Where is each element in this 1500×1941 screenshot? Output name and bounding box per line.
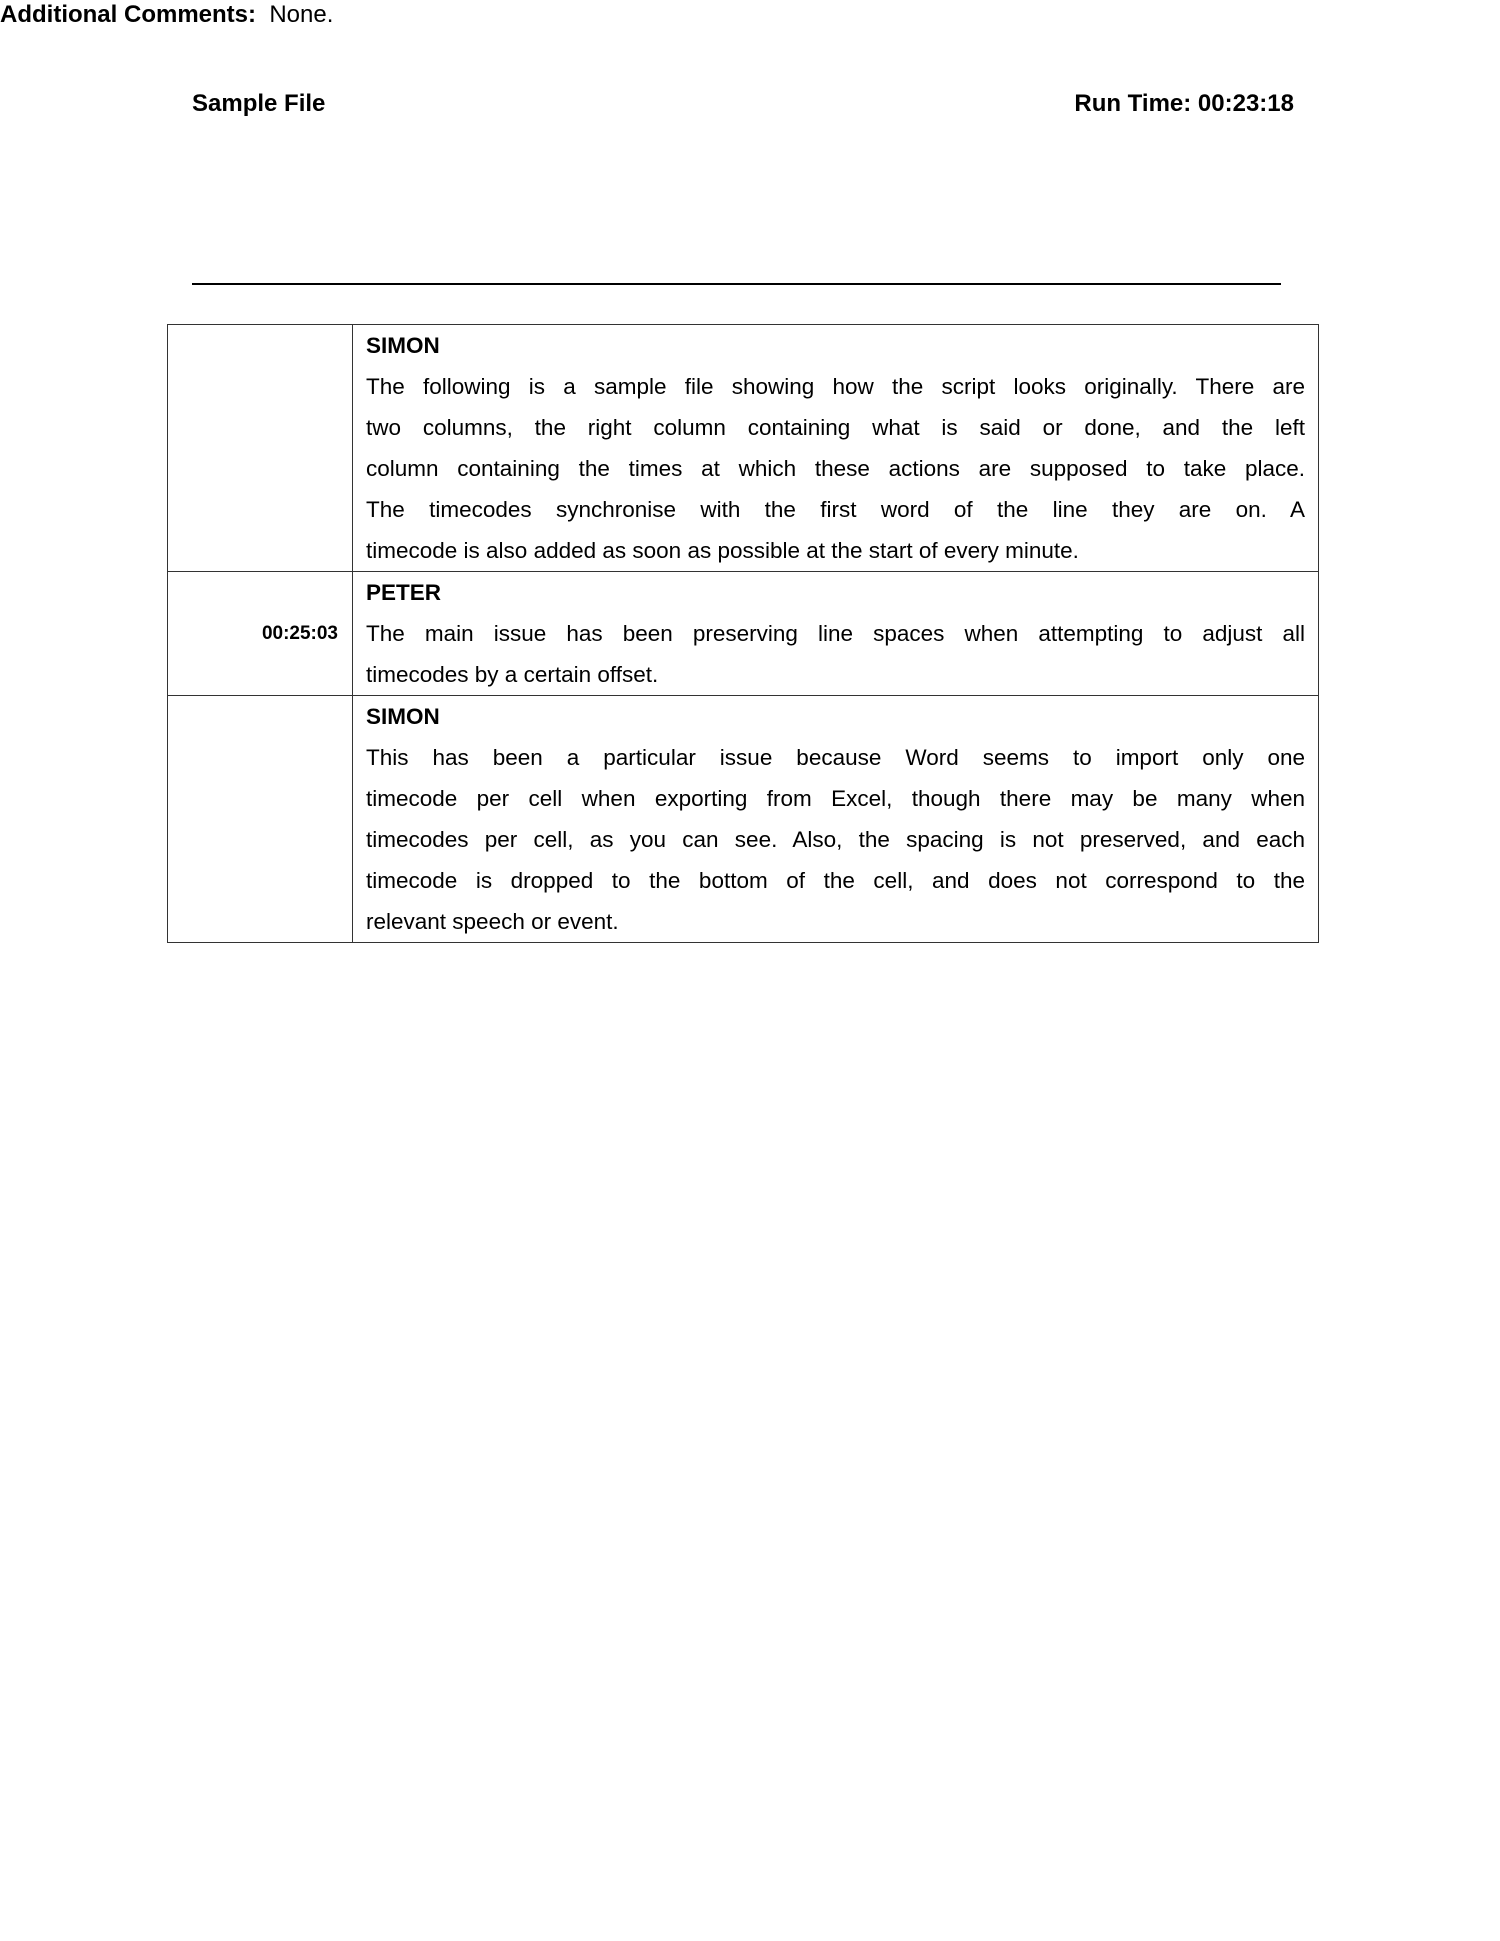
- script-table: [167, 324, 1319, 943]
- dialogue-line: two columns, the right column containing what is said or done, and the left: [366, 415, 1305, 440]
- dialogue-line: relevant speech or event.: [366, 909, 619, 934]
- dialogue-line: timecode is dropped to the bottom of the cell, and does not correspond to the: [366, 868, 1305, 893]
- dialogue-line: column containing the times at which these actions are supposed to take place.: [366, 456, 1305, 481]
- dialogue-cell: [353, 696, 1319, 943]
- document-title: Sample File: [192, 90, 326, 117]
- speaker-name: SIMON: [366, 704, 440, 729]
- additional-comments: [0, 0, 1500, 30]
- dialogue-line: timecodes per cell, as you can see. Also, the spacing is not preserved, and each: [366, 827, 1305, 852]
- dialogue-cell: [353, 572, 1319, 696]
- timecode-cell: [168, 572, 353, 696]
- dialogue-cell: [353, 325, 1319, 572]
- dialogue-line: The main issue has been preserving line spaces when attempting to adjust all: [366, 621, 1305, 646]
- comments-label: Additional Comments:: [0, 1, 256, 28]
- speaker-name: SIMON: [366, 333, 440, 358]
- dialogue-line: The timecodes synchronise with the first word of the line they are on. A: [366, 497, 1305, 522]
- table-row: [168, 572, 1319, 696]
- dialogue-line: This has been a particular issue because Word seems to import only one: [366, 745, 1305, 770]
- timecode-cell: [168, 696, 353, 943]
- timecode-cell: [168, 325, 353, 572]
- horizontal-rule: [192, 283, 1281, 285]
- table-row: [168, 325, 1319, 572]
- dialogue-line: timecodes by a certain offset.: [366, 662, 659, 687]
- dialogue-line: The following is a sample file showing how the script looks originally. There are: [366, 374, 1305, 399]
- timecode: 00:25:03: [261, 623, 338, 644]
- dialogue-line: timecode is also added as soon as possible at the start of every minute.: [366, 538, 1079, 563]
- comments-value: None.: [269, 1, 334, 28]
- table-row: [168, 696, 1319, 943]
- dialogue-line: timecode per cell when exporting from Excel, though there may be many when: [366, 786, 1305, 811]
- run-time: Run Time: 00:23:18: [1074, 90, 1294, 117]
- speaker-name: PETER: [366, 580, 442, 605]
